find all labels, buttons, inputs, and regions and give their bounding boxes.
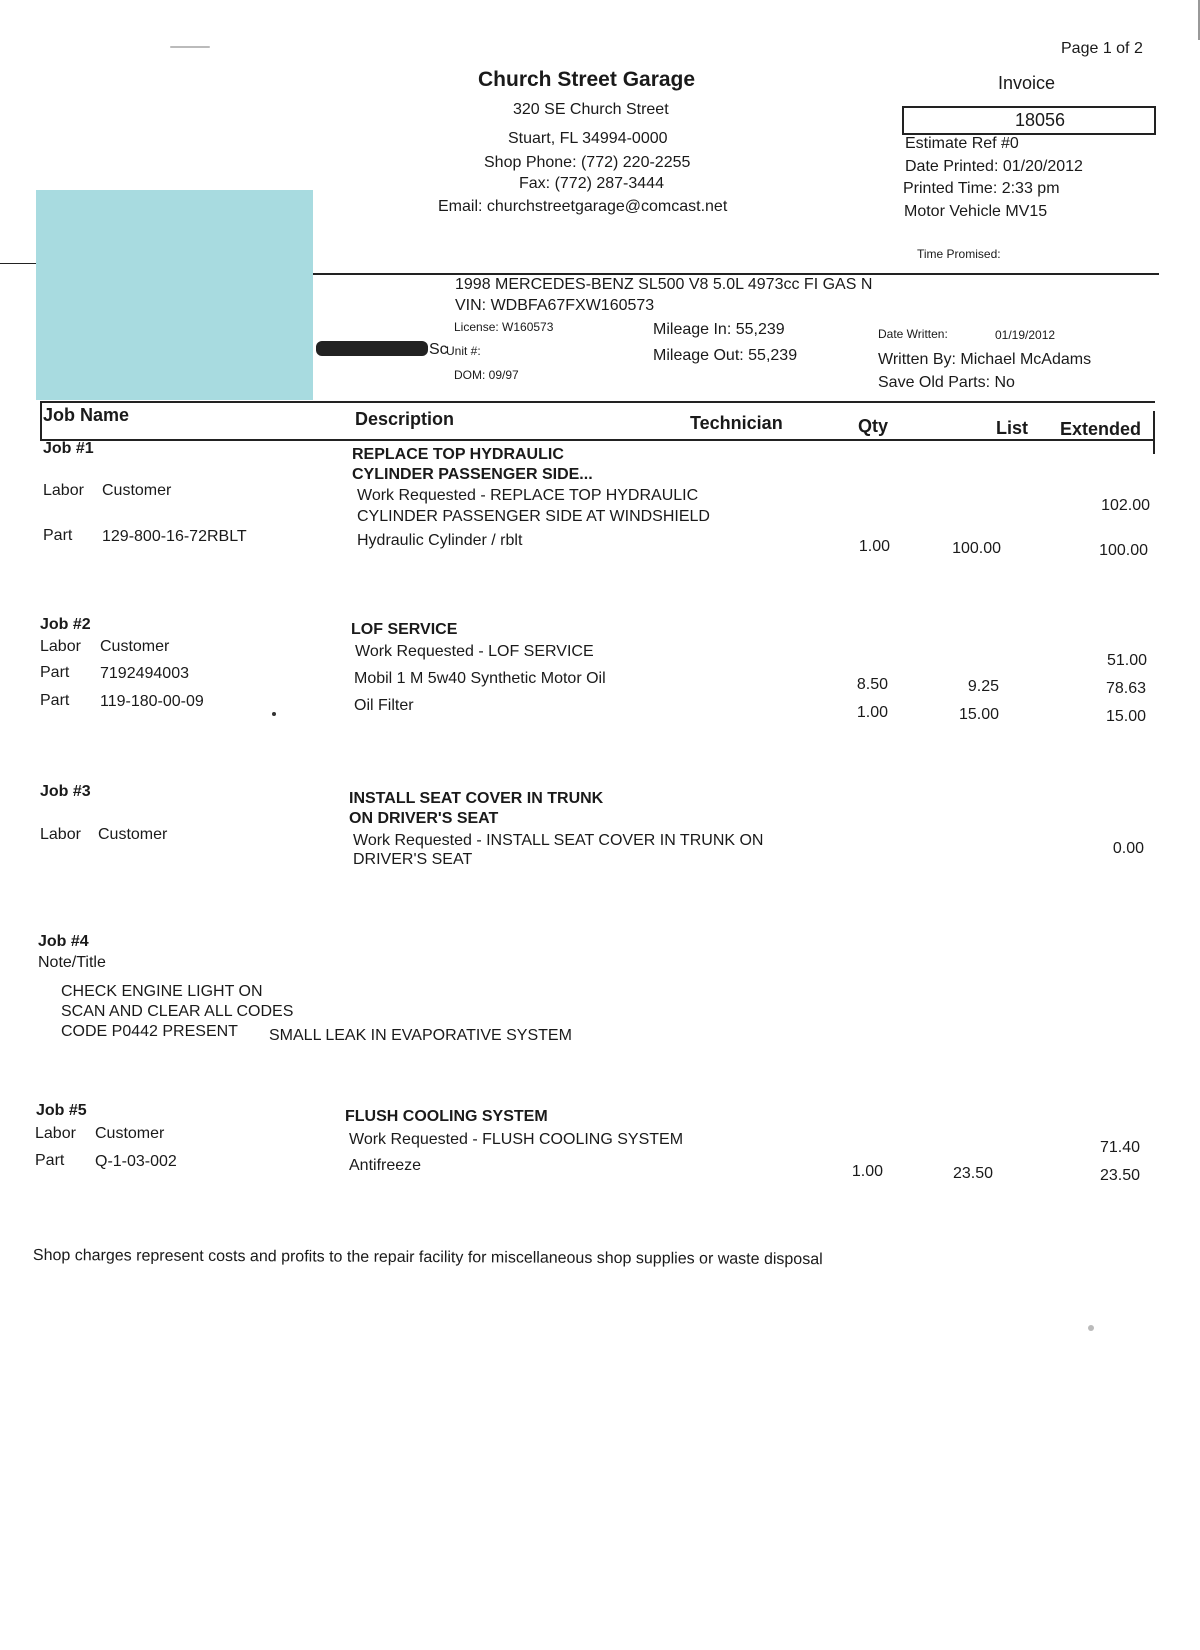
printed-time: Printed Time: 2:33 pm — [903, 180, 1060, 197]
shop-fax: Fax: (772) 287-3444 — [519, 175, 664, 192]
labor-type: Labor — [43, 482, 84, 499]
invoice-number: 18056 — [1015, 110, 1066, 130]
work-requested: CYLINDER PASSENGER SIDE AT WINDSHIELD — [357, 508, 710, 525]
part-description: Hydraulic Cylinder / rblt — [357, 532, 523, 549]
part-type: Part — [35, 1152, 65, 1169]
col-technician: Technician — [690, 413, 783, 433]
save-old-parts: Save Old Parts: No — [878, 374, 1015, 391]
labor-who: Customer — [98, 826, 168, 843]
part-extended: 78.63 — [1105, 680, 1146, 697]
col-extended: Extended — [1060, 419, 1142, 439]
part-list: 15.00 — [958, 706, 999, 723]
part-number: 129-800-16-72RBLT — [102, 528, 247, 545]
mileage-in: Mileage In: 55,239 — [653, 321, 785, 338]
date-written-label: Date Written: — [878, 327, 948, 341]
note-line: CODE P0442 PRESENT — [61, 1023, 238, 1040]
written-by: Written By: Michael McAdams — [878, 351, 1092, 368]
labor-extended: 51.00 — [1106, 652, 1147, 669]
shop-address-line2: Stuart, FL 34994-0000 — [508, 130, 668, 147]
job-title: Job #5 — [36, 1102, 87, 1119]
part-qty: 1.00 — [858, 538, 890, 555]
estimate-ref: Estimate Ref #0 — [905, 135, 1019, 152]
note-line: CHECK ENGINE LIGHT ON — [61, 983, 263, 1000]
left-margin-rule — [0, 263, 36, 264]
shop-name: Church Street Garage — [478, 68, 696, 91]
note-title: Note/Title — [38, 954, 106, 971]
time-promised: Time Promised: — [917, 247, 1001, 261]
part-qty: 8.50 — [856, 676, 888, 693]
part-extended: 15.00 — [1105, 708, 1146, 725]
labor-type: Labor — [40, 826, 81, 843]
col-job-name: Job Name — [43, 405, 130, 425]
part-list: 23.50 — [952, 1165, 993, 1182]
job-heading: FLUSH COOLING SYSTEM — [345, 1108, 548, 1125]
note-line: SMALL LEAK IN EVAPORATIVE SYSTEM — [269, 1027, 572, 1044]
labor-who: Customer — [100, 638, 170, 655]
vehicle-description: 1998 MERCEDES-BENZ SL500 V8 5.0L 4973cc FI GAS N — [455, 276, 873, 293]
shop-address-line1: 320 SE Church Street — [513, 101, 669, 118]
vehicle-vin: VIN: WDBFA67FXW160573 — [455, 297, 655, 314]
work-requested: Work Requested - LOF SERVICE — [355, 643, 594, 660]
date-printed: Date Printed: 01/20/2012 — [905, 158, 1083, 175]
labor-who: Customer — [102, 482, 172, 499]
job-title: Job #4 — [38, 933, 89, 950]
job-heading: ON DRIVER'S SEAT — [349, 810, 499, 827]
job-title: Job #2 — [40, 616, 91, 633]
labor-type: Labor — [35, 1125, 76, 1142]
redacted-customer-info — [36, 190, 313, 400]
labor-extended: 102.00 — [1101, 497, 1150, 514]
table-header-top-rule — [40, 401, 1155, 403]
job-heading: CYLINDER PASSENGER SIDE... — [352, 466, 593, 483]
part-list: 9.25 — [967, 678, 999, 695]
part-extended: 100.00 — [1099, 542, 1148, 559]
vehicle-dom: DOM: 09/97 — [454, 368, 519, 382]
vehicle-unit: Unit #: — [446, 344, 481, 358]
part-type: Part — [43, 527, 73, 544]
table-header-right-rule — [1153, 411, 1155, 454]
part-number: 119-180-00-09 — [100, 693, 204, 710]
labor-extended: 71.40 — [1099, 1139, 1140, 1156]
date-written: 01/19/2012 — [995, 328, 1056, 342]
job-heading: LOF SERVICE — [351, 621, 458, 638]
scan-speck — [170, 46, 210, 48]
part-extended: 23.50 — [1099, 1167, 1140, 1184]
part-description: Oil Filter — [354, 697, 414, 714]
work-requested: Work Requested - FLUSH COOLING SYSTEM — [349, 1131, 684, 1148]
motor-vehicle: Motor Vehicle MV15 — [904, 203, 1048, 220]
work-requested: Work Requested - REPLACE TOP HYDRAULIC — [357, 487, 699, 504]
part-qty: 1.00 — [856, 704, 888, 721]
scan-speck — [272, 712, 276, 716]
part-number: 7192494003 — [100, 665, 189, 682]
part-type: Part — [40, 664, 70, 681]
vehicle-license: License: W160573 — [454, 320, 554, 334]
unit-prefix: Sc — [429, 341, 448, 358]
page-number: Page 1 of 2 — [1061, 40, 1143, 57]
redacted-phone — [316, 341, 428, 356]
part-description: Mobil 1 M 5w40 Synthetic Motor Oil — [354, 670, 606, 687]
part-qty: 1.00 — [851, 1163, 883, 1180]
shop-email: Email: churchstreetgarage@comcast.net — [438, 198, 728, 215]
job-title: Job #3 — [40, 783, 91, 800]
part-number: Q-1-03-002 — [95, 1153, 177, 1170]
table-header-left-rule — [40, 401, 42, 441]
note-line: SCAN AND CLEAR ALL CODES — [61, 1003, 294, 1020]
table-header-bottom-rule — [40, 439, 1155, 441]
shop-charges-note: Shop charges represent costs and profits to the repair facility for miscellaneous shop supplies or waste disposal — [32, 1247, 823, 1269]
job-title: Job #1 — [43, 440, 94, 457]
shop-phone: Shop Phone: (772) 220-2255 — [484, 154, 691, 171]
invoice-label: Invoice — [998, 73, 1056, 93]
work-requested: DRIVER'S SEAT — [353, 851, 473, 868]
labor-extended: 0.00 — [1112, 840, 1144, 857]
part-type: Part — [40, 692, 70, 709]
col-list: List — [996, 418, 1029, 438]
work-requested: Work Requested - INSTALL SEAT COVER IN TRUNK ON — [353, 832, 764, 849]
vehicle-top-rule — [313, 273, 1159, 275]
part-description: Antifreeze — [349, 1157, 422, 1174]
labor-type: Labor — [40, 638, 81, 655]
part-list: 100.00 — [952, 540, 1001, 557]
job-heading: REPLACE TOP HYDRAULIC — [352, 446, 564, 463]
col-qty: Qty — [858, 416, 889, 436]
mileage-out: Mileage Out: 55,239 — [653, 347, 798, 364]
col-description: Description — [355, 409, 455, 429]
scan-speck — [1088, 1325, 1094, 1331]
labor-who: Customer — [95, 1125, 165, 1142]
job-heading: INSTALL SEAT COVER IN TRUNK — [349, 790, 604, 807]
